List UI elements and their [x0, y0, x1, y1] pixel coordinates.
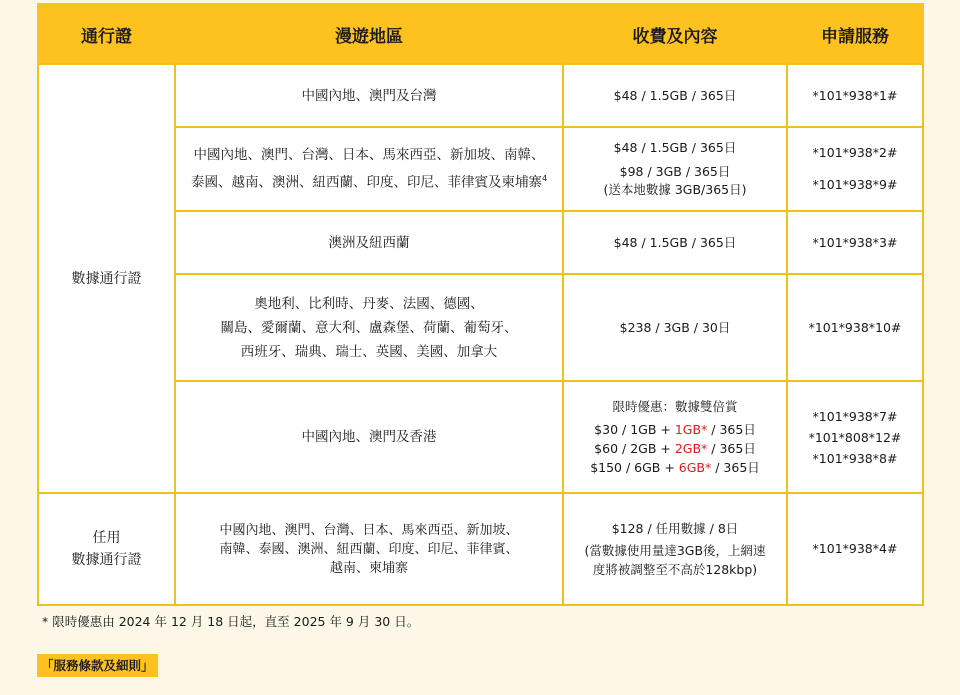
- unlimited-pass-label: 任用 數據通行證: [38, 493, 175, 605]
- promo-title: 限時優惠：數據雙倍賞: [612, 399, 738, 414]
- region-text: 中國內地、澳門及香港: [301, 429, 437, 445]
- region-text: 關島、愛爾蘭、意大利、盧森堡、荷蘭、葡萄牙、: [220, 319, 518, 336]
- ussd-code[interactable]: *101*808*12#: [808, 429, 902, 445]
- code-cell: [787, 274, 923, 381]
- ussd-code[interactable]: *101*938*8#: [812, 450, 898, 466]
- region-text: 中國內地、澳門、台灣、日本、馬來西亞、新加坡、: [219, 522, 519, 538]
- fee-text: $48 / 1.5GB / 365日: [613, 87, 737, 103]
- fee-text: 度將被調整至不高於128kbp): [592, 562, 758, 577]
- ussd-code[interactable]: *101*938*2#: [812, 145, 898, 160]
- fee-cell: [563, 274, 787, 381]
- ussd-code[interactable]: *101*938*9#: [812, 177, 898, 192]
- fee-text: (當數據使用量達3GB後，上網速: [584, 543, 766, 558]
- header-region: 漫遊地區: [175, 4, 563, 64]
- fee-text: $238 / 3GB / 30日: [619, 319, 731, 335]
- data-pass-label: 數據通行證: [38, 64, 175, 493]
- fee-cell: [563, 493, 787, 605]
- code-cell: [787, 64, 923, 127]
- ussd-code[interactable]: *101*938*10#: [808, 319, 902, 335]
- region-text: 澳洲及紐西蘭: [328, 234, 410, 251]
- ussd-code[interactable]: *101*938*4#: [812, 541, 898, 556]
- ussd-code[interactable]: *101*938*3#: [812, 234, 898, 250]
- code-cell: [787, 127, 923, 211]
- fee-cell: [563, 127, 787, 211]
- region-cell: [175, 211, 563, 274]
- region-text: 泰國、越南、澳洲、紐西蘭、印度、印尼、菲律賓及柬埔寨$^4$: [190, 174, 548, 191]
- terms-link[interactable]: 「服務條款及細則」: [37, 654, 158, 677]
- region-cell: [175, 274, 563, 381]
- region-text: 越南、柬埔寨: [329, 560, 408, 576]
- header-fee: 收費及內容: [563, 4, 787, 64]
- header-apply: 申請服務: [787, 4, 923, 64]
- region-cell: [175, 64, 563, 127]
- table-header-row: [38, 4, 923, 64]
- region-cell: [175, 493, 563, 605]
- fee-cell: [563, 381, 787, 493]
- fee-text: $128 / 任用數據 / 8日: [611, 521, 739, 536]
- code-cell: [787, 493, 923, 605]
- table-row: [38, 493, 923, 605]
- region-text: 西班牙、瑞典、瑞士、英國、美國、加拿大: [240, 343, 498, 360]
- region-cell: [175, 127, 563, 211]
- region-text: 中國內地、澳門及台灣: [301, 87, 437, 104]
- region-cell: [175, 381, 563, 493]
- roaming-pass-table: [37, 3, 924, 606]
- ussd-code[interactable]: *101*938*1#: [812, 87, 898, 103]
- fee-cell: [563, 64, 787, 127]
- region-text: 南韓、泰國、澳洲、紐西蘭、印度、印尼、菲律賓、: [219, 541, 519, 557]
- promo-footnote: * 限時優惠由 2024 年 12 月 18 日起，直至 2025 年 9 月 30 日。: [42, 614, 420, 629]
- roaming-pass-table-wrapper: [37, 3, 922, 606]
- ussd-code[interactable]: *101*938*7#: [812, 408, 898, 424]
- fee-cell: [563, 211, 787, 274]
- table-row: [38, 64, 923, 127]
- fee-text: $48 / 1.5GB / 365日: [613, 234, 737, 250]
- promo-line: $30 / 1GB + 1GB* / 365日: [594, 422, 756, 437]
- fee-text: $48 / 1.5GB / 365日: [613, 140, 737, 155]
- region-text: 奧地利、比利時、丹麥、法國、德國、: [254, 295, 484, 312]
- code-cell: [787, 381, 923, 493]
- fee-text: (送本地數據 3GB/365日): [603, 182, 747, 197]
- promo-line: $60 / 2GB + 2GB* / 365日: [594, 441, 756, 456]
- promo-line: $150 / 6GB + 6GB* / 365日: [590, 460, 760, 475]
- region-text: 中國內地、澳門、台灣、日本、馬來西亞、新加坡、南韓、: [193, 147, 545, 164]
- code-cell: [787, 211, 923, 274]
- fee-text: $98 / 3GB / 365日: [619, 164, 731, 179]
- footnote-marker: 4: [541, 174, 548, 184]
- header-pass: 通行證: [38, 4, 175, 64]
